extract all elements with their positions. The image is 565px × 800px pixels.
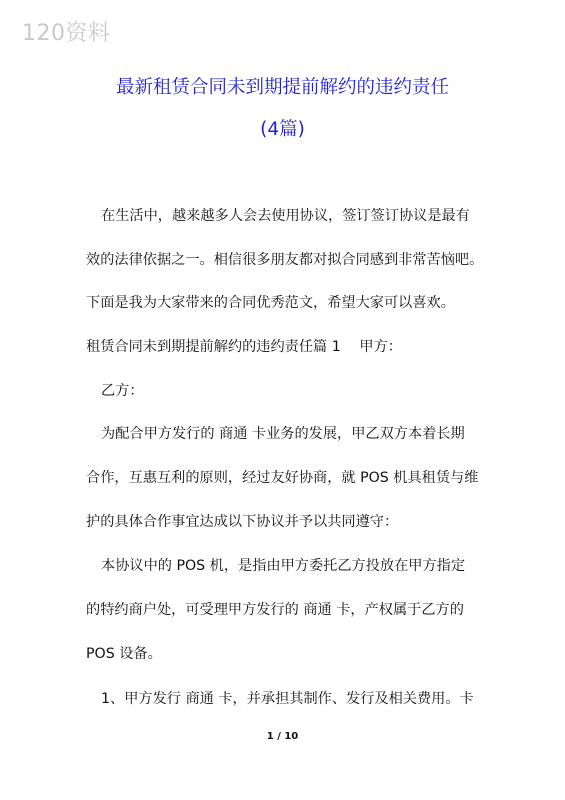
document-title-count: (4篇) <box>260 119 305 140</box>
body-line: 本协议中的 POS 机，是指由甲方委托乙方投放在甲方指定 <box>101 558 466 574</box>
body-line: 护的具体合作事宜达成以下协议并予以共同遵守： <box>86 514 399 530</box>
watermark-text: 120资料 <box>22 21 111 46</box>
body-line: 的特约商户处，可受理甲方发行的 商通 卡，产权属于乙方的 <box>86 602 464 618</box>
document-title: 最新租赁合同未到期提前解约的违约责任 <box>115 77 449 98</box>
body-line: POS 设备。 <box>86 646 162 662</box>
body-line: 下面是我为大家带来的合同优秀范文，希望大家可以喜欢。 <box>86 295 455 311</box>
body-line: 合作，互惠互利的原则，经过友好协商，就 POS 机具租赁与维 <box>86 470 479 486</box>
body-line: 效的法律依据之一。相信很多朋友都对拟合同感到非常苦恼吧。 <box>86 252 484 268</box>
body-line: 为配合甲方发行的 商通 卡业务的发展，甲乙双方本着长期 <box>101 426 465 442</box>
body-line: 租赁合同未到期提前解约的违约责任篇 1 甲方： <box>86 339 402 355</box>
page-number: 1 / 10 <box>266 731 299 742</box>
body-line: 乙方： <box>101 383 144 399</box>
body-line: 1、甲方发行 商通 卡，并承担其制作、发行及相关费用。卡 <box>101 691 474 707</box>
body-line: 在生活中，越来越多人会去使用协议，签订签订协议是最有 <box>101 208 470 224</box>
